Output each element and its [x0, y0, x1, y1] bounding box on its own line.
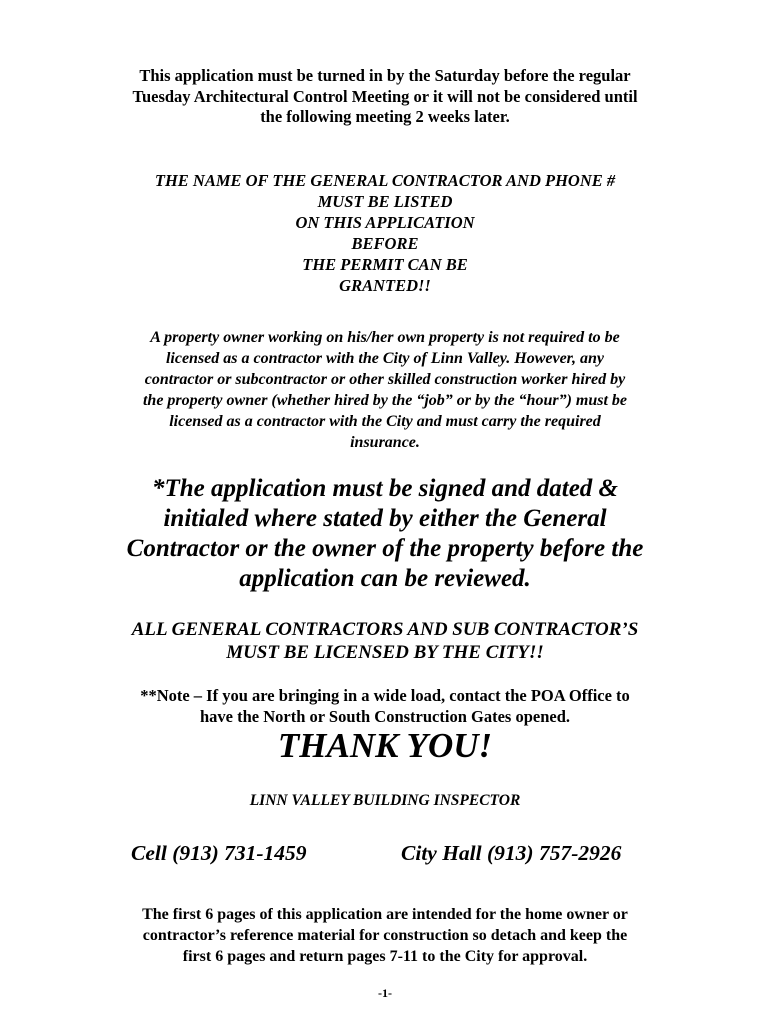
license-line: MUST BE LICENSED BY THE CITY!!	[226, 642, 544, 663]
requirement-line: BEFORE	[351, 234, 419, 253]
requirement-line: GRANTED!!	[339, 276, 431, 295]
requirement-line: MUST BE LISTED	[317, 192, 453, 211]
signature-line: *The application must be signed and dated &	[152, 475, 618, 502]
owner-note-line: A property owner working on his/her own property is not required to be	[150, 329, 620, 346]
wide-load-line: **Note – If you are bringing in a wide load, contact the POA Office to	[140, 686, 630, 705]
detach-line: contractor’s reference material for construction so detach and keep the	[142, 927, 628, 944]
signature-line: initialed where stated by either the General	[163, 505, 607, 532]
owner-note-line: licensed as a contractor with the City of Linn Valley. However, any	[165, 350, 605, 367]
wide-load-note	[0, 685, 770, 727]
license-line: ALL GENERAL CONTRACTORS AND SUB CONTRACTOR’S	[131, 619, 639, 640]
property-owner-note	[0, 327, 770, 453]
page-number: -1-	[378, 986, 392, 1000]
thank-you-heading: THANK YOU!	[277, 726, 493, 765]
detach-line: The first 6 pages of this application are intended for the home owner or	[142, 906, 628, 923]
requirement-line: THE PERMIT CAN BE	[302, 255, 468, 274]
notice-line: This application must be turned in by the Saturday before the regular	[139, 66, 631, 85]
notice-line: Tuesday Architectural Control Meeting or it will not be considered until	[132, 86, 638, 106]
owner-note-line: the property owner (whether hired by the “job” or by the “hour”) must be	[142, 392, 628, 409]
detach-instructions	[0, 904, 770, 967]
owner-note-line: contractor or subcontractor or other skilled construction worker hired by	[144, 371, 626, 388]
owner-note-line: insurance.	[350, 434, 420, 451]
wide-load-line: have the North or South Construction Gates opened.	[199, 707, 571, 726]
detach-line: first 6 pages and return pages 7-11 to the City for approval.	[182, 948, 588, 965]
city-hall-phone: City Hall (913) 757-2926	[401, 841, 622, 865]
contractor-requirement	[0, 170, 770, 296]
signature-requirement	[0, 474, 770, 594]
cell-phone: Cell (913) 731-1459	[131, 841, 307, 865]
submission-deadline-notice	[0, 66, 770, 128]
requirement-line: THE NAME OF THE GENERAL CONTRACTOR AND PHONE #	[154, 171, 616, 190]
signature-line: application can be reviewed.	[239, 565, 531, 592]
signature-line: Contractor or the owner of the property before the	[126, 535, 644, 562]
license-requirement	[0, 618, 770, 664]
notice-line: the following meeting 2 weeks later.	[260, 107, 510, 126]
inspector-title: LINN VALLEY BUILDING INSPECTOR	[249, 792, 521, 809]
owner-note-line: licensed as a contractor with the City and must carry the required	[169, 413, 601, 430]
requirement-line: ON THIS APPLICATION	[295, 213, 475, 232]
